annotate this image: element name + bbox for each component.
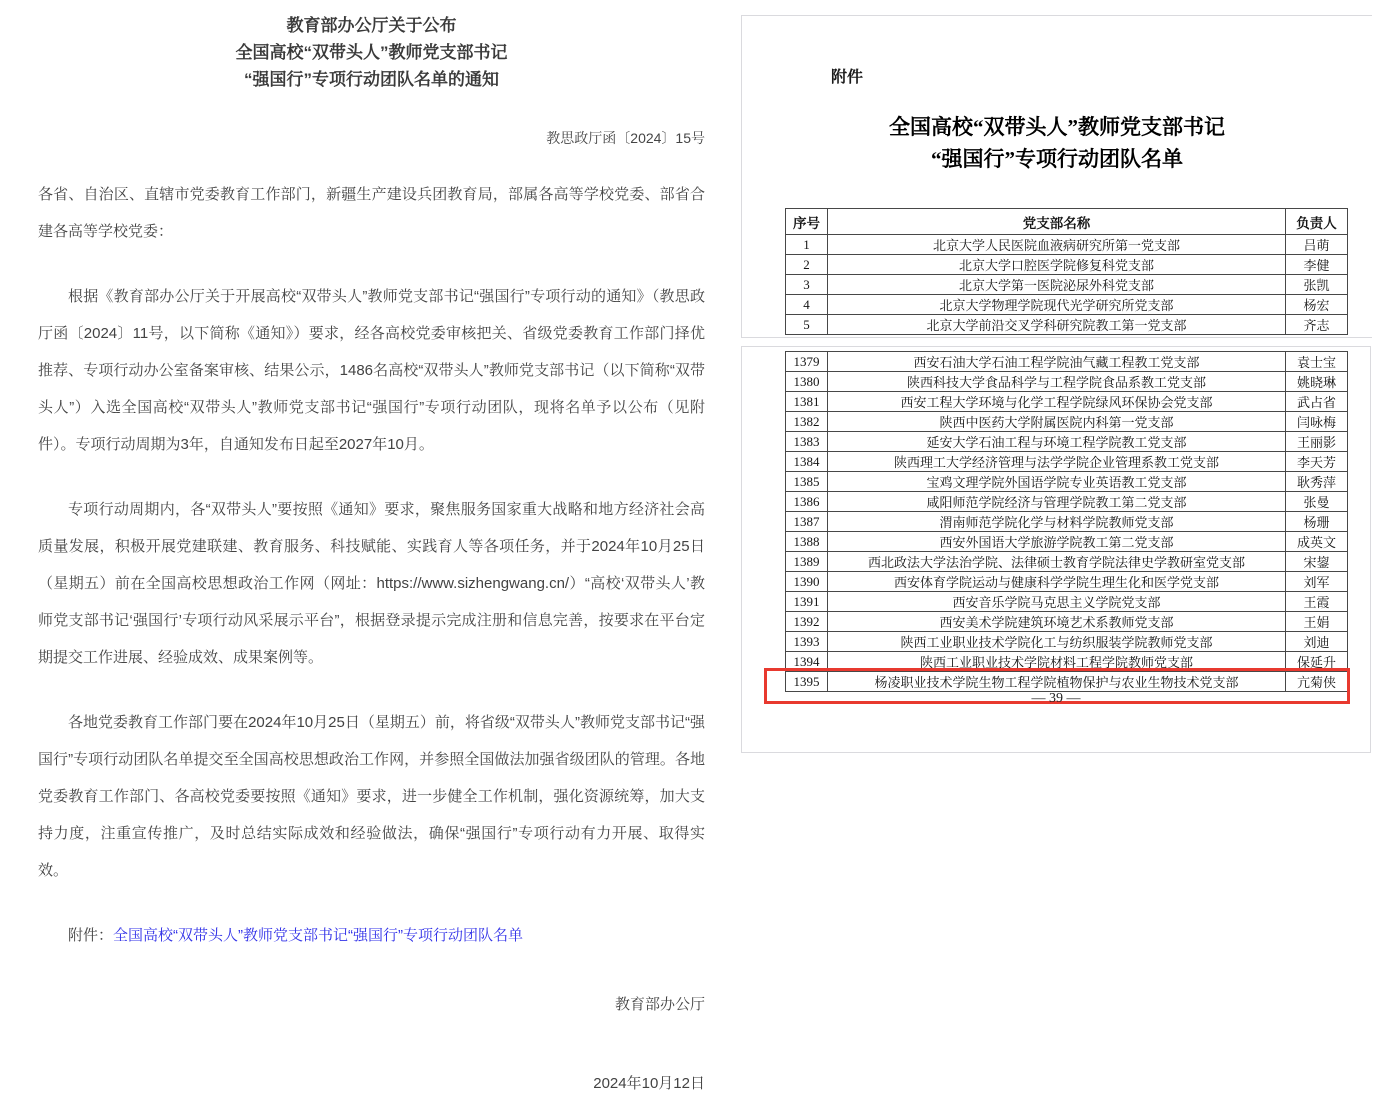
row-number-cell: 1387: [786, 512, 828, 532]
leader-cell: 闫咏梅: [1286, 412, 1348, 432]
branch-name-cell: 北京大学物理学院现代光学研究所党支部: [828, 295, 1286, 315]
row-number-cell: 1394: [786, 652, 828, 672]
table-row: [786, 512, 1348, 532]
row-number-cell: 3: [786, 275, 828, 295]
attachment-link[interactable]: 全国高校“双带头人”教师党支部书记“强国行”专项行动团队名单: [113, 927, 523, 944]
attachment-image-page-1: [741, 15, 1372, 338]
attachment-title: [742, 111, 1372, 175]
branch-name-cell: 北京大学口腔医学院修复科党支部: [828, 255, 1286, 275]
notice-title-line-3: “强国行”专项行动团队名单的通知: [244, 70, 499, 89]
row-number-cell: 1379: [786, 352, 828, 372]
row-number-cell: 1: [786, 235, 828, 255]
table-row: [786, 532, 1348, 552]
table-row: [786, 432, 1348, 452]
row-number-cell: 1385: [786, 472, 828, 492]
row-number-cell: 1384: [786, 452, 828, 472]
leader-cell: 王丽影: [1286, 432, 1348, 452]
doc-number: 教思政厅函〔2024〕15号: [546, 130, 705, 146]
team-table-second-page-wrap: [785, 351, 1348, 692]
branch-name-cell: 北京大学前沿交叉学科研究院教工第一党支部: [828, 315, 1286, 335]
table-row: [786, 472, 1348, 492]
table-row: [786, 275, 1348, 295]
table-row: [786, 552, 1348, 572]
leader-cell: 成英文: [1286, 532, 1348, 552]
table-row: [786, 315, 1348, 335]
header-leader: 负责人: [1286, 209, 1348, 235]
paragraph-3: 各地党委教育工作部门要在2024年10月25日（星期五）前，将省级“双带头人”教师党支部书记“强国行”专项行动团队名单提交至全国高校思想政治工作网，并参照全国做法加强省级团队的管理。各地党委教育工作部门、各高校党委要按照《通知》要求，进一步健全工作机制，强化资源统筹，加大支持力度，注重宣传推广，及时总结实际成效和经验做法，确保“强国行”专项行动有力开展、取得实效。: [38, 714, 705, 879]
table-row: [786, 672, 1348, 692]
leader-cell: 刘军: [1286, 572, 1348, 592]
row-number-cell: 1391: [786, 592, 828, 612]
leader-cell: 王霞: [1286, 592, 1348, 612]
leader-cell: 保延升: [1286, 652, 1348, 672]
leader-cell: 张曼: [1286, 492, 1348, 512]
table-row: [786, 235, 1348, 255]
table-row: [786, 372, 1348, 392]
branch-name-cell: 陕西工业职业技术学院化工与纺织服装学院教师党支部: [828, 632, 1286, 652]
row-number-cell: 1380: [786, 372, 828, 392]
paragraph-2: 专项行动周期内，各“双带头人”要按照《通知》要求，聚焦服务国家重大战略和地方经济社会高质量发展，积极开展党建联建、教育服务、科技赋能、实践育人等各项任务，并于2024年10月25日（星期五）前在全国高校思想政治工作网（网址：https://www.sizhengwang.cn/）“高校‘双带头人’教师党支部书记‘强国行’专项行动风采展示平台”，根据登录提示完成注册和信息完善，按要求在平台定期提交工作进展、经验成效、成果案例等。: [38, 501, 705, 666]
notice-title: [38, 12, 705, 93]
paragraph-1: 根据《教育部办公厅关于开展高校“双带头人”教师党支部书记“强国行”专项行动的通知》（教思政厅函〔2024〕11号，以下简称《通知》）要求，经各高校党委审核把关、省级党委教育工作部门择优推荐、专项行动办公室备案审核、结果公示，1486名高校“双带头人”教师党支部书记（以下简称“双带头人”）入选全国高校“双带头人”教师党支部书记“强国行”专项行动团队，现将名单予以公布（见附件）。专项行动周期为3年，自通知发布日起至2027年10月。: [38, 288, 705, 453]
branch-name-cell: 北京大学人民医院血液病研究所第一党支部: [828, 235, 1286, 255]
branch-name-cell: 陕西中医药大学附属医院内科第一党支部: [828, 412, 1286, 432]
signature-block: [38, 986, 705, 1102]
row-number-cell: 4: [786, 295, 828, 315]
leader-cell: 宋鋆: [1286, 552, 1348, 572]
salutation: 各省、自治区、直辖市党委教育工作部门，新疆生产建设兵团教育局，部属各高等学校党委、部省合建各高等学校党委：: [38, 186, 705, 240]
branch-name-cell: 西北政法大学法治学院、法律硕士教育学院法律史学教研室党支部: [828, 552, 1286, 572]
branch-name-cell: 咸阳师范学院经济与管理学院教工第二党支部: [828, 492, 1286, 512]
leader-cell: 张凯: [1286, 275, 1348, 295]
leader-cell: 李天芳: [1286, 452, 1348, 472]
branch-name-cell: 宝鸡文理学院外国语学院专业英语教工党支部: [828, 472, 1286, 492]
team-table-second-page: [785, 351, 1348, 692]
table-row: [786, 652, 1348, 672]
attachment-heading: 附件: [831, 69, 864, 86]
row-number-cell: 5: [786, 315, 828, 335]
leader-cell: 袁士宝: [1286, 352, 1348, 372]
row-number-cell: 1390: [786, 572, 828, 592]
branch-name-cell: 西安音乐学院马克思主义学院党支部: [828, 592, 1286, 612]
row-number-cell: 1388: [786, 532, 828, 552]
branch-name-cell: 西安工程大学环境与化学工程学院绿风环保协会党支部: [828, 392, 1286, 412]
branch-name-cell: 延安大学石油工程与环境工程学院教工党支部: [828, 432, 1286, 452]
notice-title-line-1: 教育部办公厅关于公布: [286, 16, 457, 35]
table-header-row: [786, 209, 1348, 235]
page-number: — 39 —: [1031, 691, 1081, 706]
branch-name-cell: 西安外国语大学旅游学院教工第二党支部: [828, 532, 1286, 552]
attachment-line: [38, 917, 705, 954]
table-row: [786, 592, 1348, 612]
leader-cell: 李健: [1286, 255, 1348, 275]
table-row: [786, 295, 1348, 315]
table-row: [786, 255, 1348, 275]
row-number-cell: 1381: [786, 392, 828, 412]
leader-cell: 杨珊: [1286, 512, 1348, 532]
header-row-number: 序号: [786, 209, 828, 235]
leader-cell: 吕萌: [1286, 235, 1348, 255]
leader-cell: 杨宏: [1286, 295, 1348, 315]
branch-name-cell: 北京大学第一医院泌尿外科党支部: [828, 275, 1286, 295]
header-branch-name: 党支部名称: [828, 209, 1286, 235]
branch-name-cell: 陕西理工大学经济管理与法学学院企业管理系教工党支部: [828, 452, 1286, 472]
branch-name-cell: 西安美术学院建筑环境艺术系教师党支部: [828, 612, 1286, 632]
notice-body: [38, 176, 705, 1102]
table-row: [786, 492, 1348, 512]
leader-cell: 亢菊侠: [1286, 672, 1348, 692]
table-row: [786, 452, 1348, 472]
attachment-image-page-2: [741, 346, 1371, 753]
table-row: [786, 352, 1348, 372]
table-row: [786, 612, 1348, 632]
table-row: [786, 392, 1348, 412]
branch-name-cell: 陕西科技大学食品科学与工程学院食品系教工党支部: [828, 372, 1286, 392]
row-number-cell: 1393: [786, 632, 828, 652]
leader-cell: 武占省: [1286, 392, 1348, 412]
attachment-title-line-1: 全国高校“双带头人”教师党支部书记: [889, 115, 1225, 139]
row-number-cell: 2: [786, 255, 828, 275]
branch-name-cell: 渭南师范学院化学与材料学院教师党支部: [828, 512, 1286, 532]
table-row: [786, 412, 1348, 432]
row-number-cell: 1395: [786, 672, 828, 692]
sign-date: 2024年10月12日: [593, 1075, 705, 1092]
attachment-label: 附件：: [68, 927, 114, 944]
row-number-cell: 1383: [786, 432, 828, 452]
leader-cell: 姚晓琳: [1286, 372, 1348, 392]
attachment-title-line-2: “强国行”专项行动团队名单: [931, 147, 1183, 171]
notice-title-line-2: 全国高校“双带头人”教师党支部书记: [235, 43, 508, 62]
row-number-cell: 1386: [786, 492, 828, 512]
leader-cell: 耿秀萍: [1286, 472, 1348, 492]
branch-name-cell: 陕西工业职业技术学院材料工程学院教师党支部: [828, 652, 1286, 672]
team-table-first-page: [785, 208, 1348, 335]
table-row: [786, 572, 1348, 592]
row-number-cell: 1389: [786, 552, 828, 572]
branch-name-cell: 西安体育学院运动与健康科学学院生理生化和医学党支部: [828, 572, 1286, 592]
table-row: [786, 632, 1348, 652]
leader-cell: 刘迪: [1286, 632, 1348, 652]
row-number-cell: 1392: [786, 612, 828, 632]
leader-cell: 王娟: [1286, 612, 1348, 632]
branch-name-cell: 西安石油大学石油工程学院油气藏工程教工党支部: [828, 352, 1286, 372]
row-number-cell: 1382: [786, 412, 828, 432]
branch-name-cell: 杨凌职业技术学院生物工程学院植物保护与农业生物技术党支部: [828, 672, 1286, 692]
leader-cell: 齐志: [1286, 315, 1348, 335]
signer: 教育部办公厅: [614, 996, 705, 1013]
